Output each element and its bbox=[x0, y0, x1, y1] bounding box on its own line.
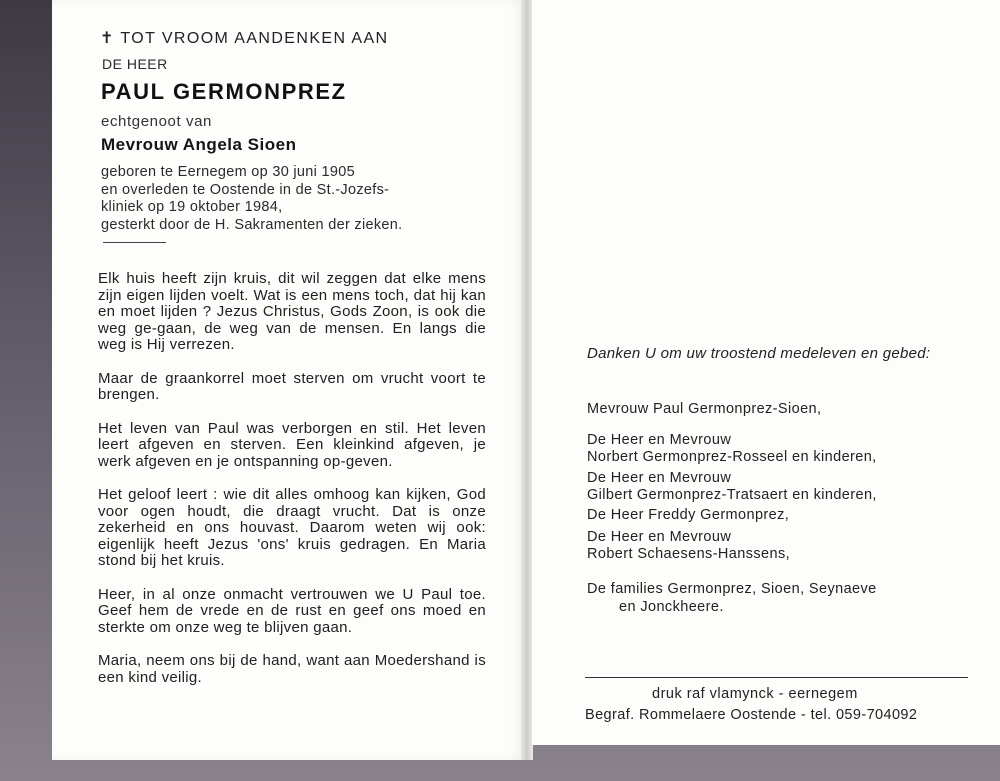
families-entry bbox=[587, 580, 877, 616]
family-line: De Heer en Mevrouw bbox=[587, 432, 732, 448]
bio-line: en overleden te Oostende in de St.-Jozefs- bbox=[101, 181, 390, 198]
spouse-intro: echtgenoot van bbox=[101, 113, 212, 130]
undertaker-credit: Begraf. Rommelaere Oostende - tel. 059-704092 bbox=[585, 707, 918, 723]
paragraph: Heer, in al onze onmacht vertrouwen we U Paul toe. Geef hem de vrede en de rust en geef ons moed en sterkte om onze weg te blijven gaan. bbox=[98, 585, 486, 636]
paragraph: Het geloof leert : wie dit alles omhoog kan kijken, God voor ogen houdt, die draagt vrucht. Dat is onze zekerheid en ons houvast. Daarom weten wij ook: eigenlijk heeft Jezus 'ons' kruis gedragen. En Maria stond bij het kruis. bbox=[98, 486, 486, 569]
paragraph: Elk huis heeft zijn kruis, dit wil zeggen dat elke mens zijn eigen lijden voelt. Wat is een mens toch, dat hij kan en moet lijden ? Jezus Christus, Gods Zoon, is ook die weg ge-gaan, de weg van de mensen. En langs die weg is Hij verrezen. bbox=[98, 270, 486, 353]
family-line: De Heer Freddy Germonprez, bbox=[587, 507, 790, 523]
footer-divider bbox=[585, 677, 968, 678]
bio-line: kliniek op 19 oktober 1984, bbox=[101, 199, 283, 215]
family-entry bbox=[587, 507, 789, 523]
family-entry bbox=[587, 470, 877, 504]
spouse-name: Mevrouw Angela Sioen bbox=[101, 135, 297, 154]
family-entry bbox=[587, 432, 877, 466]
thanks-line: Danken U om uw troostend medeleven en gebed: bbox=[587, 345, 931, 362]
family-entry bbox=[587, 529, 790, 563]
memorial-text: TOT VROOM AANDENKEN AAN bbox=[120, 30, 389, 47]
memorial-heading bbox=[100, 28, 388, 48]
cross-icon: ✝ bbox=[100, 30, 115, 47]
meditation-text bbox=[98, 271, 486, 703]
family-line: Mevrouw Paul Germonprez-Sioen, bbox=[587, 401, 822, 417]
family-line: De Heer en Mevrouw bbox=[587, 529, 732, 545]
card-right-page bbox=[532, 0, 1000, 745]
family-line: Gilbert Germonprez-Tratsaert en kinderen, bbox=[587, 487, 877, 503]
paragraph: Maria, neem ons bij de hand, want aan Moedershand is een kind veilig. bbox=[98, 652, 486, 686]
family-line: Robert Schaesens-Hanssens, bbox=[587, 546, 791, 562]
family-entry bbox=[587, 401, 821, 417]
paragraph: Maar de graankorrel moet sterven om vrucht voort te brengen. bbox=[98, 369, 486, 403]
family-line: De Heer en Mevrouw bbox=[587, 470, 732, 486]
honorific: DE HEER bbox=[102, 56, 168, 72]
family-line: Norbert Germonprez-Rosseel en kinderen, bbox=[587, 449, 877, 465]
bio-line: geboren te Eernegem op 30 juni 1905 bbox=[101, 164, 355, 180]
families-line: en Jonckheere. bbox=[619, 599, 724, 615]
paragraph: Het leven van Paul was verborgen en stil. Het leven leert afgeven en sterven. Een kleinkind afgeven, je werk afgeven en je ontspanning op-geven. bbox=[98, 419, 486, 470]
deceased-name: PAUL GERMONPREZ bbox=[101, 79, 347, 104]
printer-credit: druk raf vlamynck - eernegem bbox=[652, 686, 858, 702]
families-line: De families Germonprez, Sioen, Seynaeve bbox=[587, 581, 877, 597]
biography bbox=[101, 164, 501, 234]
bio-line: gesterkt door de H. Sakramenten der zieken. bbox=[101, 216, 403, 233]
divider bbox=[103, 242, 166, 243]
